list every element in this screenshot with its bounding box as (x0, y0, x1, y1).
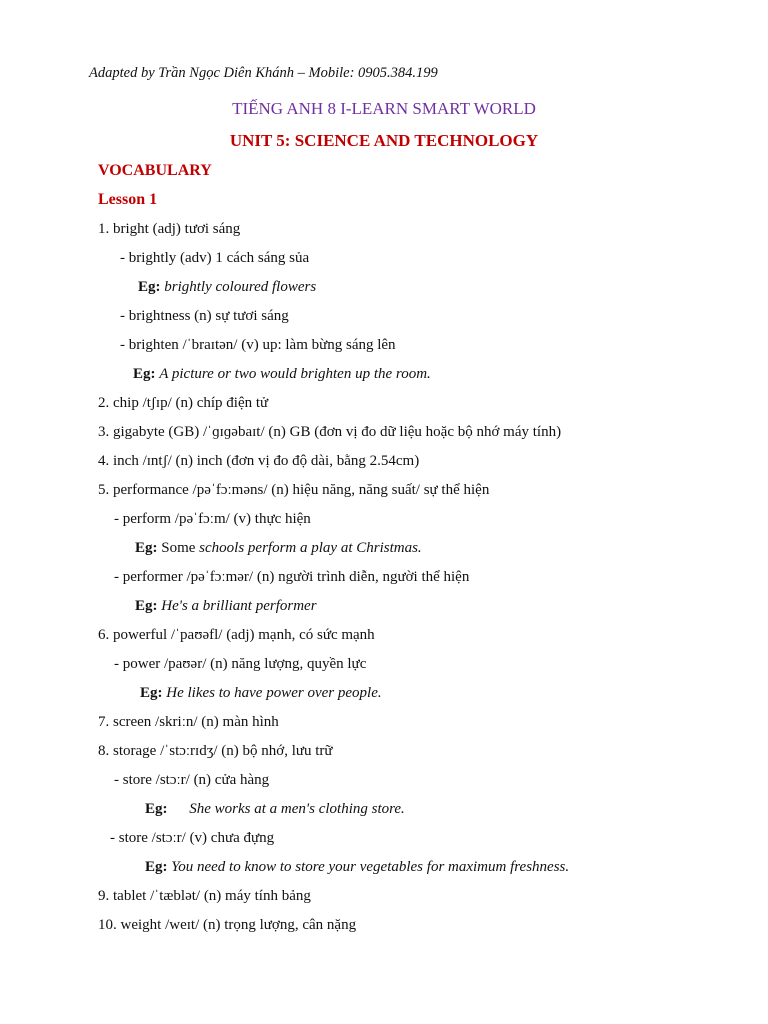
book-title: TIẾNG ANH 8 I-LEARN SMART WORLD (232, 99, 536, 118)
vocab-item-performance: 5. performance /pəˈfɔːməns/ (n) hiệu năng, năng suất/ sự thể hiện (98, 482, 490, 498)
example-label: Eg: (133, 366, 156, 382)
example-label: Eg: (138, 279, 161, 295)
section-heading: VOCABULARY (98, 162, 212, 179)
unit-title: UNIT 5: SCIENCE AND TECHNOLOGY (229, 131, 539, 150)
example-store-verb (145, 857, 569, 877)
example-text: He's a brilliant performer (161, 598, 317, 614)
vocab-subitem-store-verb: - store /stɔːr/ (v) chưa đựng (110, 830, 275, 846)
vocab-subitem-brightly: - brightly (adv) 1 cách sáng sủa (120, 250, 310, 266)
example-text: He likes to have power over people. (166, 685, 382, 701)
example-store-noun (145, 799, 405, 819)
vocab-subitem-performer: - performer /pəˈfɔːmər/ (n) người trình diễn, người thể hiện (114, 569, 470, 585)
example-perform (135, 538, 422, 558)
example-power (140, 683, 382, 703)
vocab-subitem-power: - power /paʊər/ (n) năng lượng, quyền lực (114, 656, 367, 672)
vocab-subitem-store-noun: - store /stɔːr/ (n) cửa hàng (114, 772, 270, 788)
vocab-item-weight: 10. weight /weɪt/ (n) trọng lượng, cân nặng (98, 917, 357, 933)
vocab-item-screen: 7. screen /skriːn/ (n) màn hình (98, 714, 279, 730)
example-label: Eg: (145, 801, 168, 817)
vocab-item-tablet: 9. tablet /ˈtæblət/ (n) máy tính bảng (98, 888, 311, 904)
vocab-item-inch: 4. inch /ɪntʃ/ (n) inch (đơn vị đo độ dài, bằng 2.54cm) (98, 453, 420, 469)
example-text: schools perform a play at Christmas. (199, 540, 422, 556)
example-label: Eg: (135, 540, 158, 556)
vocab-subitem-brighten: - brighten /ˈbraɪtən/ (v) up: làm bừng sáng lên (120, 337, 396, 353)
vocab-item-powerful: 6. powerful /ˈpaʊəfl/ (adj) mạnh, có sức mạnh (98, 627, 375, 643)
vocab-subitem-brightness: - brightness (n) sự tươi sáng (120, 308, 289, 324)
example-text: A picture or two would brighten up the room. (159, 366, 431, 382)
example-text: brightly coloured flowers (164, 279, 317, 295)
vocab-subitem-perform: - perform /pəˈfɔːm/ (v) thực hiện (114, 511, 311, 527)
example-brighten (133, 364, 431, 384)
vocab-item-gigabyte: 3. gigabyte (GB) /ˈɡɪɡəbaɪt/ (n) GB (đơn vị đo dữ liệu hoặc bộ nhớ máy tính) (98, 424, 562, 440)
example-text: You need to know to store your vegetables for maximum freshness. (171, 859, 570, 875)
example-label: Eg: (135, 598, 158, 614)
example-text: She works at a men's clothing store. (189, 801, 405, 817)
vocab-item-storage: 8. storage /ˈstɔːrɪdʒ/ (n) bộ nhớ, lưu trữ (98, 743, 333, 759)
lesson-heading: Lesson 1 (98, 191, 158, 208)
example-label: Eg: (140, 685, 163, 701)
example-performer (135, 596, 317, 616)
vocab-item-chip: 2. chip /tʃɪp/ (n) chíp điện tử (98, 395, 269, 411)
example-brightly (138, 277, 316, 297)
vocab-item-bright: 1. bright (adj) tươi sáng (98, 221, 241, 237)
author-credit: Adapted by Trần Ngọc Diên Khánh – Mobile: 0905.384.199 (89, 65, 438, 81)
example-plain-text: Some (161, 540, 196, 556)
example-label: Eg: (145, 859, 168, 875)
